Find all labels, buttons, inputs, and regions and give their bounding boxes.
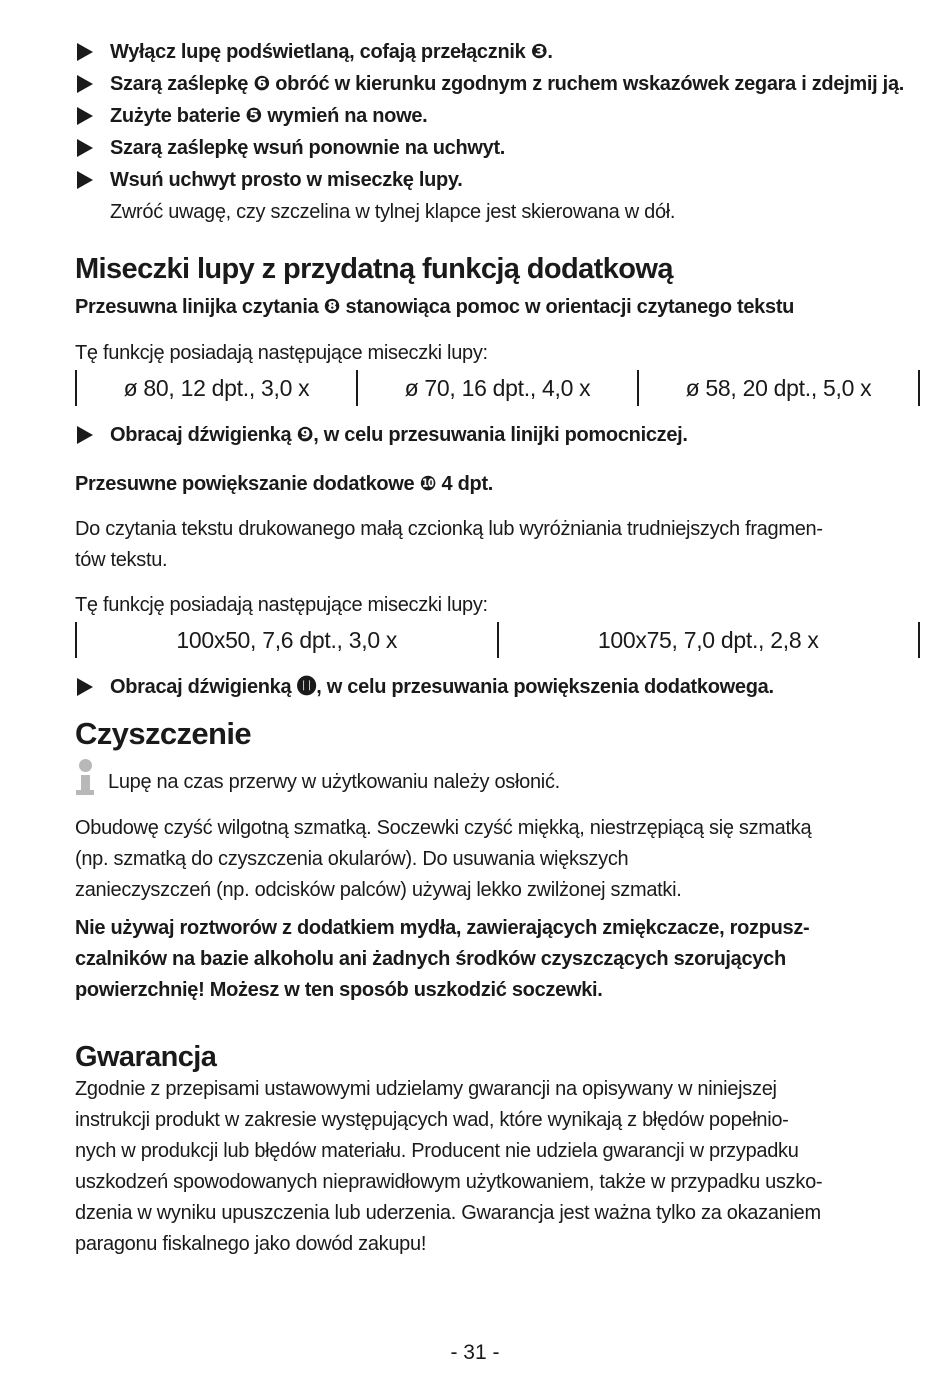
page-number: - 31 - xyxy=(450,1341,500,1364)
subsection-title-linijka: Przesuwna linijka czytania ❽ stanowiąca pomoc w orientacji czytanego tekstu xyxy=(75,296,795,318)
text-line: tów tekstu. xyxy=(75,549,168,571)
arrow-right-icon xyxy=(77,43,93,61)
text-line: uszkodzeń spowodowanych nieprawidłowym użytkowaniem, także w przypadku uszko- xyxy=(75,1171,823,1193)
text-line: powierzchnię! Możesz w ten sposób uszkodzić soczewki. xyxy=(75,979,603,1001)
arrow-right-icon xyxy=(77,75,93,93)
column-divider xyxy=(918,370,920,406)
size-cell: 100x75, 7,0 dpt., 2,8 x xyxy=(597,626,819,653)
info-icon xyxy=(75,759,95,799)
info-note xyxy=(75,759,920,799)
powiekszanie-description xyxy=(75,514,920,576)
text-line: czalników na bazie alkoholu ani żadnych środków czyszczących szorujących xyxy=(75,948,786,970)
step-text: Obracaj dźwigienką ⓫, w celu przesuwania powiększenia dodatkowega. xyxy=(110,676,774,698)
text-line: zanieczyszczeń (np. odcisków palców) używaj lekko zwilżonej szmatki. xyxy=(75,879,682,901)
powiekszanie-intro: Tę funkcję posiadają następujące miseczki lupy: xyxy=(75,594,488,616)
text-line: instrukcji produkt w zakresie występujących wad, które wynikają z błędów popełnio- xyxy=(75,1109,789,1131)
step-item xyxy=(75,36,920,68)
size-cell: 100x50, 7,6 dpt., 3,0 x xyxy=(176,626,398,653)
warranty-paragraph xyxy=(75,1074,920,1260)
step-text: Szarą zaślepkę ❻ obróć w kierunku zgodnym z ruchem wskazówek zegara i zdejmij ją. xyxy=(110,73,905,95)
text-line: Obudowę czyść wilgotną szmatką. Soczewki czyść miękką, niestrzępiącą się szmatką xyxy=(75,817,812,839)
arrow-right-icon xyxy=(77,139,93,157)
step-item xyxy=(75,68,920,100)
arrow-right-icon xyxy=(77,426,93,444)
step-text: Szarą zaślepkę wsuń ponownie na uchwyt. xyxy=(110,137,506,159)
arrow-right-icon xyxy=(77,678,93,696)
step-item xyxy=(75,671,920,703)
step-item xyxy=(75,100,920,132)
section-title-gwarancja: Gwarancja xyxy=(75,1041,217,1073)
arrow-right-icon xyxy=(77,107,93,125)
cleaning-paragraph xyxy=(75,813,920,906)
text-line: dzenia w wyniku upuszczenia lub uderzenia. Gwarancja jest ważna tylko za okazaniem xyxy=(75,1202,821,1224)
page-content xyxy=(75,36,920,1260)
arrow-right-icon xyxy=(77,171,93,189)
info-note-text: Lupę na czas przerwy w użytkowaniu należy osłonić. xyxy=(108,771,560,793)
text-line: (np. szmatką do czyszczenia okularów). Do usuwania większych xyxy=(75,848,629,870)
step-text: Wsuń uchwyt prosto w miseczkę lupy. xyxy=(110,169,463,191)
column-divider xyxy=(918,622,920,658)
step-note: Zwróć uwagę, czy szczelina w tylnej klapce jest skierowana w dół. xyxy=(110,201,676,223)
subsection-title-powiekszanie: Przesuwne powiększanie dodatkowe ❿ 4 dpt. xyxy=(75,473,494,495)
size-cell: ø 58, 20 dpt., 5,0 x xyxy=(685,374,872,401)
linijka-sizes-row xyxy=(75,369,920,407)
section-title-miseczki: Miseczki lupy z przydatną funkcją dodatkową xyxy=(75,253,673,285)
text-line: Zgodnie z przepisami ustawowymi udzielamy gwarancji na opisywany w niniejszej xyxy=(75,1078,777,1100)
battery-steps xyxy=(75,36,920,228)
powiekszanie-sizes-row xyxy=(75,621,920,659)
text-line: paragonu fiskalnego jako dowód zakupu! xyxy=(75,1233,427,1255)
step-item xyxy=(75,164,920,196)
linijka-intro: Tę funkcję posiadają następujące miseczki lupy: xyxy=(75,342,488,364)
text-line: Nie używaj roztworów z dodatkiem mydła, zawierających zmiękczacze, rozpusz- xyxy=(75,917,810,939)
step-text: Zużyte baterie ❺ wymień na nowe. xyxy=(110,105,428,127)
text-line: nych w produkcji lub błędów materiału. Producent nie udziela gwarancji w przypadku xyxy=(75,1140,799,1162)
size-cell: ø 80, 12 dpt., 3,0 x xyxy=(123,374,310,401)
cleaning-warning xyxy=(75,913,920,1006)
step-item xyxy=(75,419,920,451)
step-text: Obracaj dźwigienką ❾, w celu przesuwania linijki pomocniczej. xyxy=(110,424,688,446)
section-title-czyszczenie: Czyszczenie xyxy=(75,716,252,751)
size-cell: ø 70, 16 dpt., 4,0 x xyxy=(404,374,591,401)
text-line: Do czytania tekstu drukowanego małą czcionką lub wyróżniania trudniejszych fragmen- xyxy=(75,518,823,540)
step-text: Wyłącz lupę podświetlaną, cofają przełącznik ❸. xyxy=(110,41,553,63)
step-item xyxy=(75,132,920,164)
